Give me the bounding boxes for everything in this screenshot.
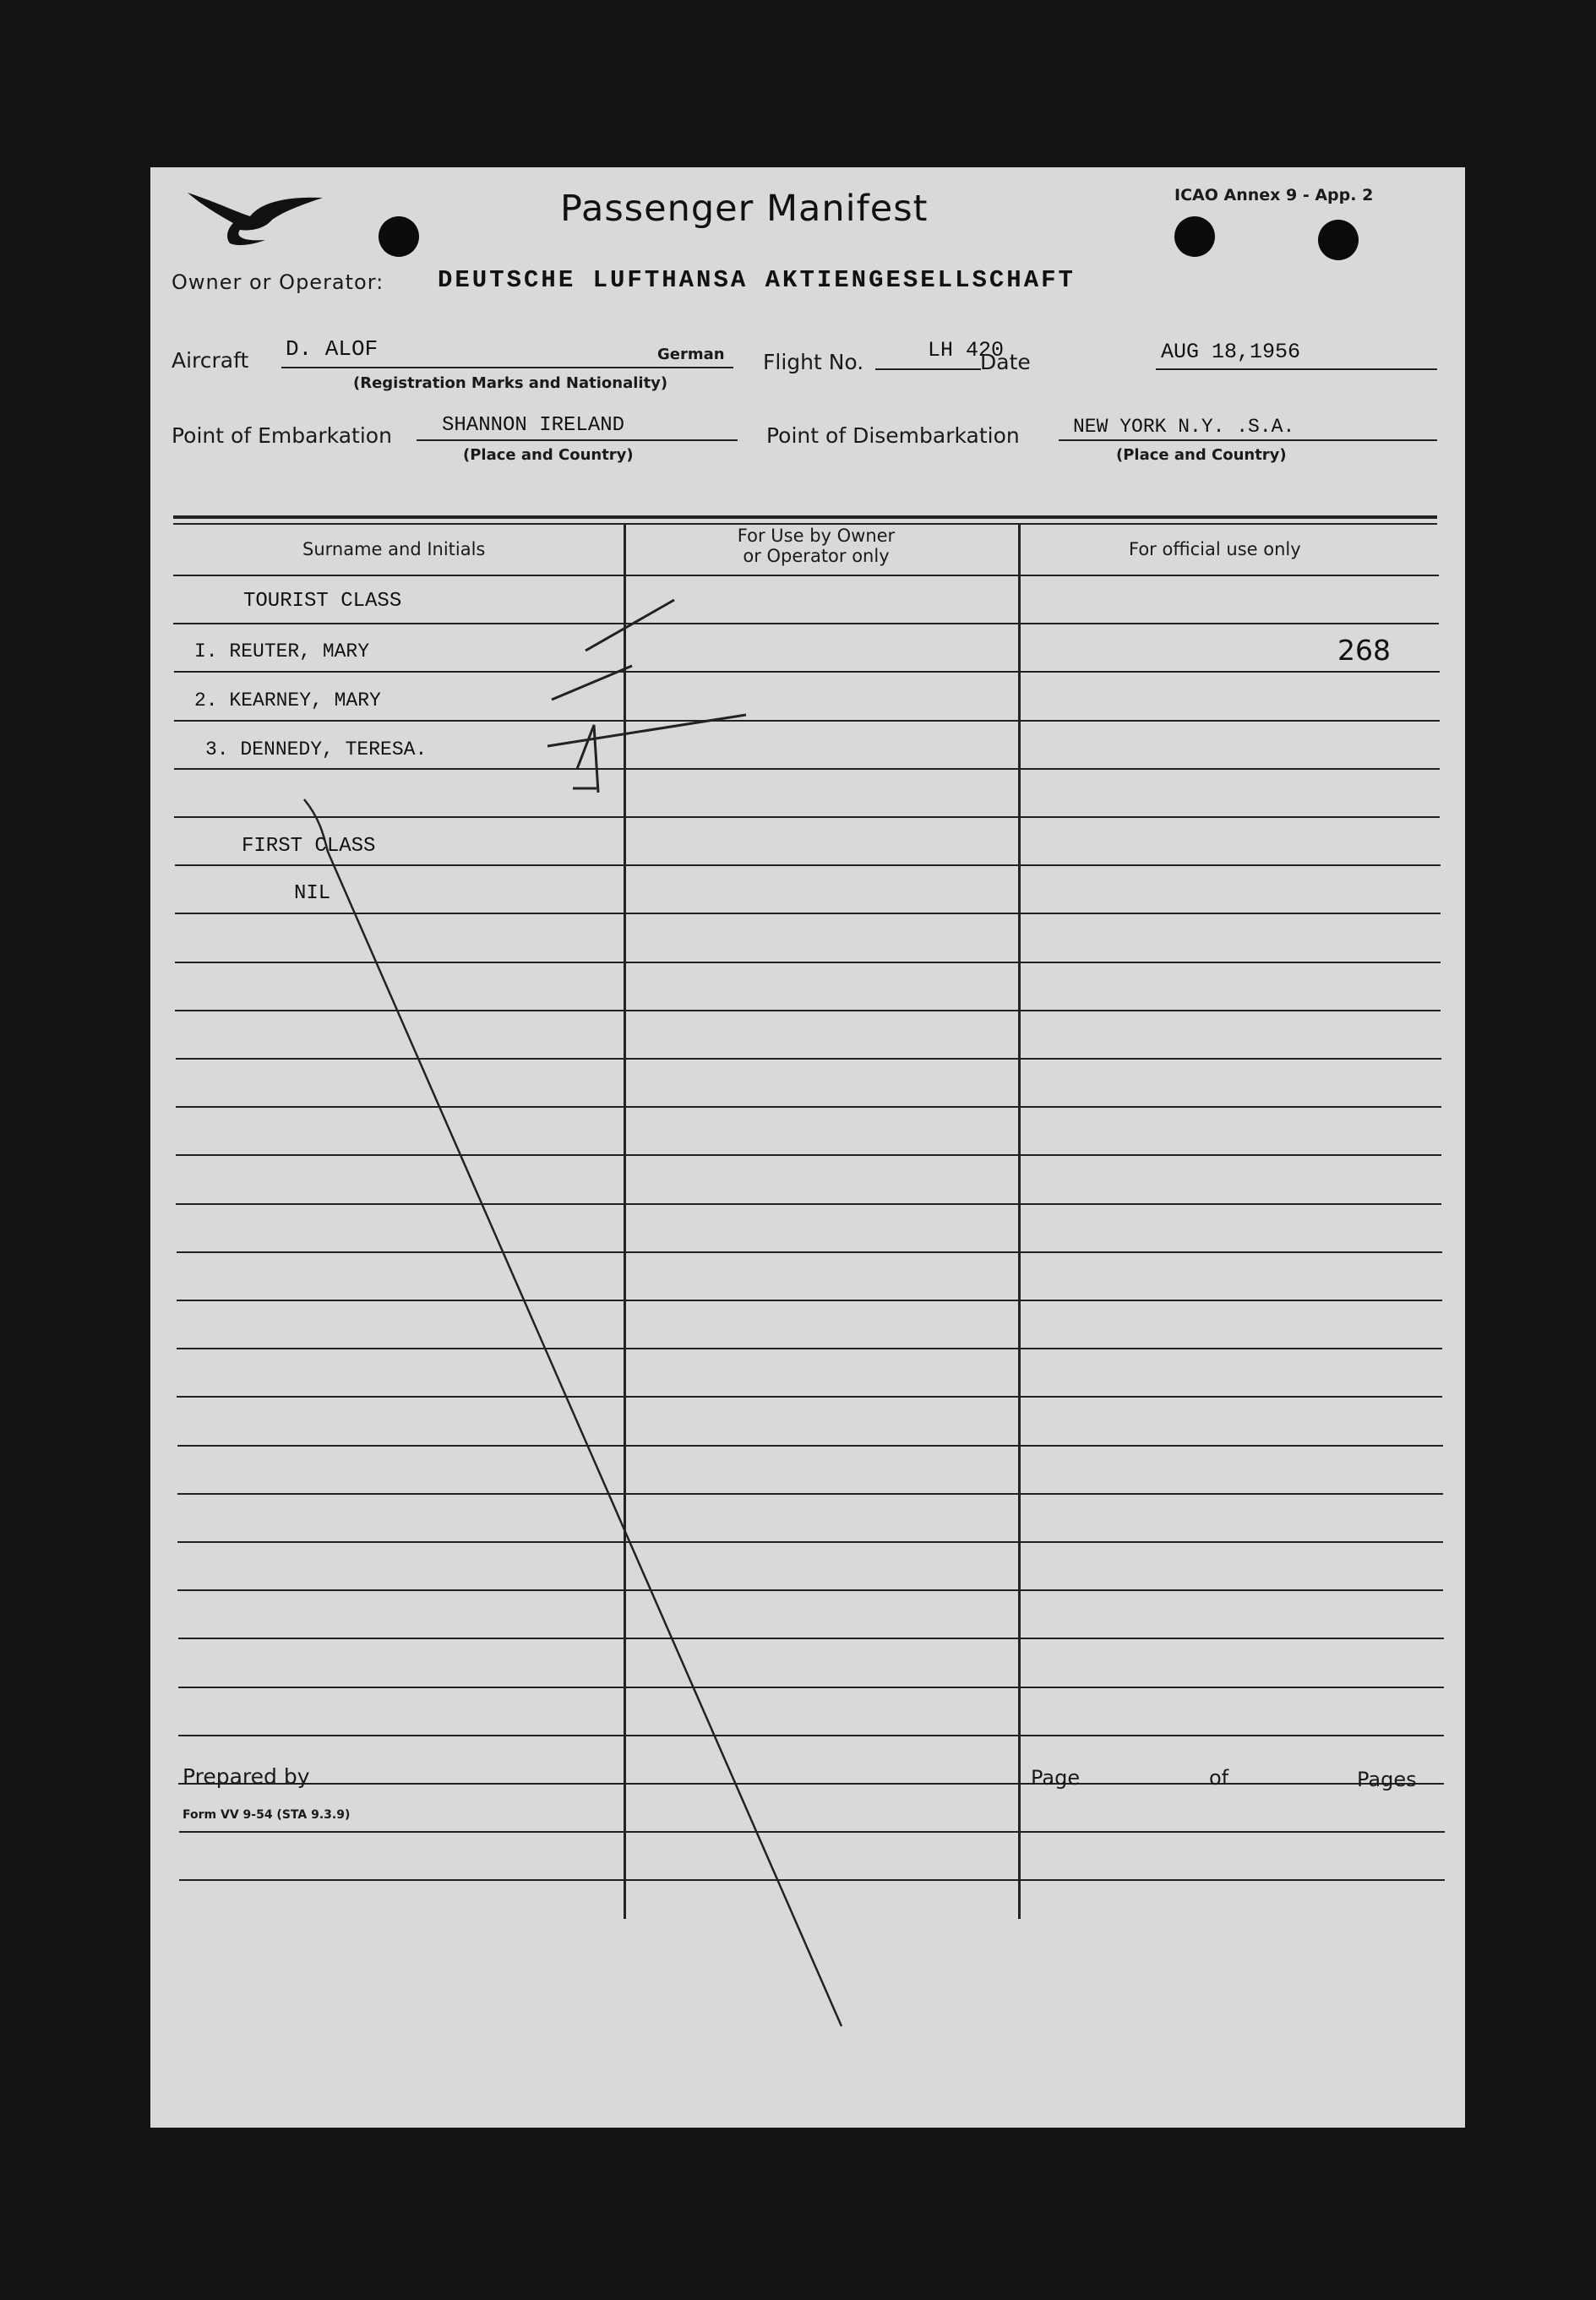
date-label: Date [980,350,1031,374]
column-header-official: For official use only [1129,539,1301,559]
table-row: I. REUTER, MARY [194,640,370,662]
owner-label: Owner or Operator: [172,270,384,294]
pages-label: Pages [1357,1768,1417,1791]
of-label: of [1209,1766,1229,1790]
aircraft-nationality: German [657,346,725,363]
disembarkation-label: Point of Disembarkation [766,423,1020,448]
table-row: TOURIST CLASS [243,590,402,613]
prepared-by-label: Prepared by [182,1764,310,1789]
embarkation-caption: (Place and Country) [463,446,634,464]
aircraft-caption: (Registration Marks and Nationality) [353,374,668,392]
annex-reference: ICAO Annex 9 - App. 2 [1174,186,1374,204]
flight-label: Flight No. [763,350,864,374]
aircraft-label: Aircraft [172,348,249,373]
handwritten-marks [150,167,1465,2128]
table-row: NIL [294,882,331,905]
disembarkation-value: NEW YORK N.Y. .S.A. [1073,416,1295,438]
column-header-owner: For Use by Owner or Operator only [737,526,896,566]
table-row: 2. KEARNEY, MARY [194,689,381,711]
official-number: 268 [1337,634,1391,667]
form-id: Form VV 9-54 (STA 9.3.9) [182,1808,351,1822]
column-header-surname: Surname and Initials [302,539,486,559]
page-label: Page [1031,1766,1081,1790]
embarkation-label: Point of Embarkation [172,423,392,448]
page-title: Passenger Manifest [560,188,929,230]
disembarkation-caption: (Place and Country) [1116,446,1287,464]
date-value: AUG 18,1956 [1161,340,1301,364]
manifest-sheet [150,167,1465,2128]
table-row: FIRST CLASS [242,835,376,858]
flight-value: LH 420 [928,338,1005,362]
owner-value: DEUTSCHE LUFTHANSA AKTIENGESELLSCHAFT [438,266,1076,294]
aircraft-value: D. ALOF [286,336,379,362]
table-row: 3. DENNEDY, TERESA. [205,739,428,760]
embarkation-value: SHANNON IRELAND [442,414,625,437]
